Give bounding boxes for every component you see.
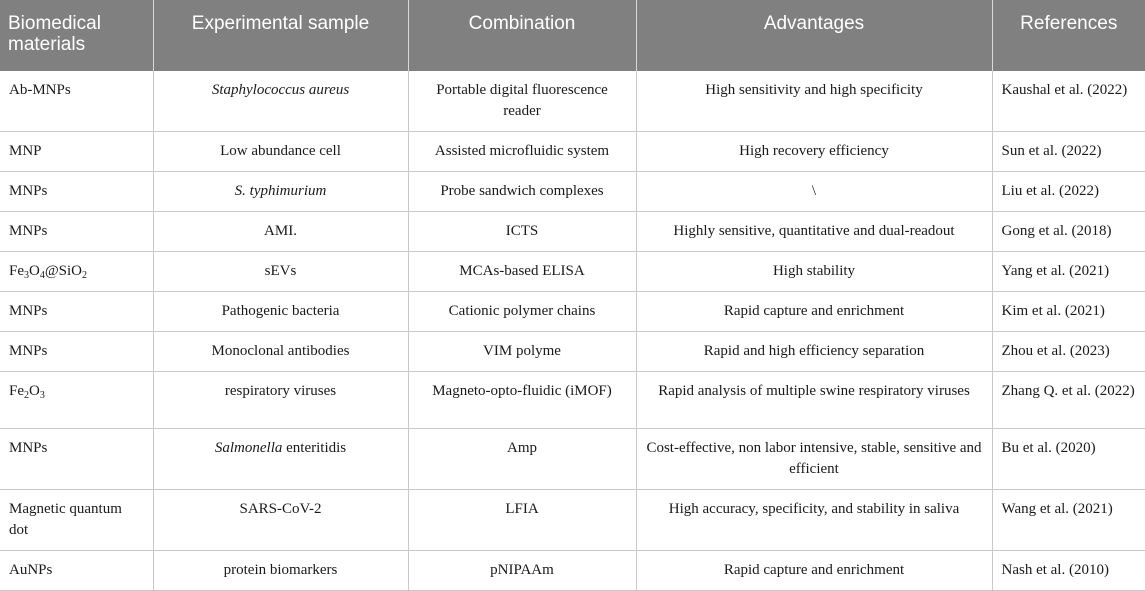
- cell-combination: VIM polyme: [408, 332, 636, 372]
- formula-part: Fe: [9, 263, 24, 279]
- cell-reference: Bu et al. (2020): [992, 429, 1145, 490]
- formula-subscript: 2: [24, 390, 29, 401]
- cell-advantages: High accuracy, specificity, and stability in saliva: [636, 490, 992, 551]
- cell-combination: Probe sandwich complexes: [408, 172, 636, 212]
- table-body: [0, 71, 1145, 591]
- cell-material: MNPs: [0, 212, 153, 252]
- cell-reference: Zhou et al. (2023): [992, 332, 1145, 372]
- cell-combination: ICTS: [408, 212, 636, 252]
- formula-part: Fe: [9, 383, 24, 399]
- cell-advantages: Cost-effective, non labor intensive, stable, sensitive and efficient: [636, 429, 992, 490]
- formula-part: @SiO: [44, 263, 82, 279]
- sample-genus: Salmonella: [214, 440, 283, 456]
- header-experimental-sample: Experimental sample: [153, 0, 408, 71]
- header-references: References: [992, 0, 1145, 71]
- formula-part: O: [29, 263, 40, 279]
- sample-species: enteritidis: [282, 440, 347, 456]
- cell-advantages: Highly sensitive, quantitative and dual-readout: [636, 212, 992, 252]
- formula-subscript: 3: [24, 270, 29, 281]
- table-row: [0, 490, 1145, 551]
- cell-reference: Liu et al. (2022): [992, 172, 1145, 212]
- table-row: [0, 132, 1145, 172]
- table-row: [0, 71, 1145, 132]
- cell-material: Magnetic quantum dot: [0, 490, 153, 551]
- cell-advantages: Rapid and high efficiency separation: [636, 332, 992, 372]
- cell-sample: SARS-CoV-2: [153, 490, 408, 551]
- header-combination: Combination: [408, 0, 636, 71]
- cell-sample: Pathogenic bacteria: [153, 292, 408, 332]
- cell-material: MNPs: [0, 292, 153, 332]
- header-advantages: Advantages: [636, 0, 992, 71]
- cell-material: MNPs: [0, 172, 153, 212]
- cell-reference: Kaushal et al. (2022): [992, 71, 1145, 132]
- cell-sample: S. typhimurium: [153, 172, 408, 212]
- cell-sample: respiratory viruses: [153, 372, 408, 429]
- cell-sample: AMI.: [153, 212, 408, 252]
- cell-combination: Assisted microfluidic system: [408, 132, 636, 172]
- cell-material: MNPs: [0, 332, 153, 372]
- cell-advantages: High stability: [636, 252, 992, 292]
- cell-advantages: Rapid capture and enrichment: [636, 292, 992, 332]
- cell-combination: MCAs-based ELISA: [408, 252, 636, 292]
- table-row: [0, 372, 1145, 429]
- table-row: [0, 252, 1145, 292]
- header-biomedical-materials: Biomedical materials: [0, 0, 153, 71]
- cell-advantages: \: [636, 172, 992, 212]
- table-header: [0, 0, 1145, 71]
- cell-advantages: Rapid analysis of multiple swine respiratory viruses: [636, 372, 992, 429]
- cell-sample: Monoclonal antibodies: [153, 332, 408, 372]
- cell-material: [0, 372, 153, 429]
- cell-sample: [153, 429, 408, 490]
- cell-combination: Amp: [408, 429, 636, 490]
- cell-advantages: Rapid capture and enrichment: [636, 551, 992, 591]
- cell-combination: LFIA: [408, 490, 636, 551]
- table-row: [0, 551, 1145, 591]
- cell-sample: sEVs: [153, 252, 408, 292]
- cell-combination: pNIPAAm: [408, 551, 636, 591]
- formula-subscript: 3: [39, 390, 45, 401]
- cell-sample: protein biomarkers: [153, 551, 408, 591]
- cell-material: MNP: [0, 132, 153, 172]
- cell-combination: Magneto-opto-fluidic (iMOF): [408, 372, 636, 429]
- cell-reference: Yang et al. (2021): [992, 252, 1145, 292]
- cell-combination: Portable digital fluorescence reader: [408, 71, 636, 132]
- cell-advantages: High sensitivity and high specificity: [636, 71, 992, 132]
- cell-reference: Sun et al. (2022): [992, 132, 1145, 172]
- cell-sample: Low abundance cell: [153, 132, 408, 172]
- header-row: [0, 0, 1145, 71]
- table-row: [0, 212, 1145, 252]
- cell-reference: Wang et al. (2021): [992, 490, 1145, 551]
- cell-advantages: High recovery efficiency: [636, 132, 992, 172]
- cell-reference: Gong et al. (2018): [992, 212, 1145, 252]
- formula-subscript: 4: [39, 270, 45, 281]
- cell-reference: Kim et al. (2021): [992, 292, 1145, 332]
- cell-material: AuNPs: [0, 551, 153, 591]
- cell-reference: Zhang Q. et al. (2022): [992, 372, 1145, 429]
- table-row: [0, 292, 1145, 332]
- formula-subscript: 2: [82, 270, 87, 281]
- cell-material: Ab-MNPs: [0, 71, 153, 132]
- table-row: [0, 429, 1145, 490]
- cell-material: [0, 252, 153, 292]
- cell-reference: Nash et al. (2010): [992, 551, 1145, 591]
- formula-part: O: [29, 383, 40, 399]
- cell-material: MNPs: [0, 429, 153, 490]
- table-row: [0, 172, 1145, 212]
- table-row: [0, 332, 1145, 372]
- cell-combination: Cationic polymer chains: [408, 292, 636, 332]
- cell-sample: Staphylococcus aureus: [153, 71, 408, 132]
